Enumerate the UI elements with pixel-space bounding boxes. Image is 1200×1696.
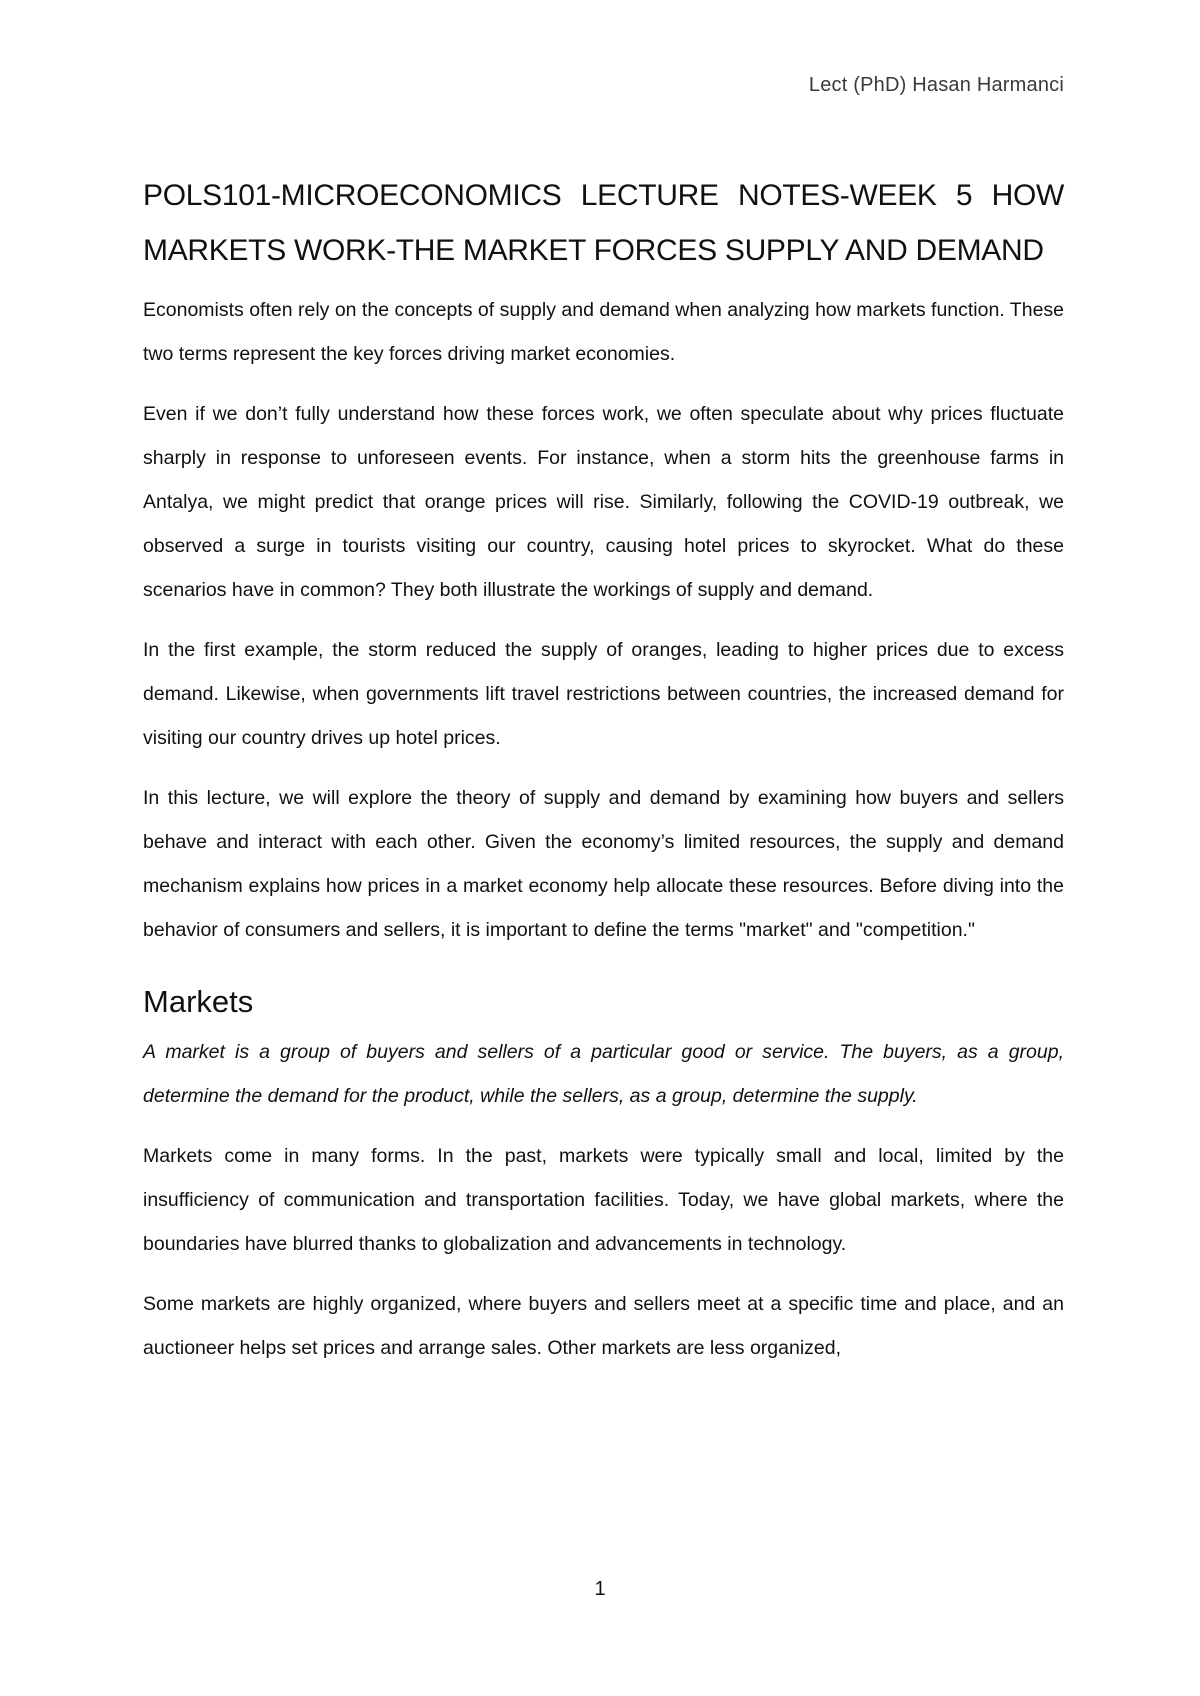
page-number: 1 xyxy=(594,1578,606,1600)
paragraph-intro-2: Even if we don’t fully understand how these forces work, we often speculate about why prices fluctuate sharply in response to unforeseen events. For instance, when a storm hits the greenhouse farms in Antalya, we might predict that orange prices will rise. Similarly, following the COVID-19 outbreak, we observed a surge in tourists visiting our country, causing hotel prices to skyrocket. What do these scenarios have in common? They both illustrate the workings of supply and demand. xyxy=(143,403,1064,601)
paragraph-intro-1: Economists often rely on the concepts of supply and demand when analyzing how markets function. These two terms represent the key forces driving market economies. xyxy=(143,299,1065,365)
document-body xyxy=(143,168,1064,1386)
document-title: POLS101-MICROECONOMICS LECTURE NOTES-WEEK 5 HOW MARKETS WORK-THE MARKET FORCES SUPPLY AND DEMAND xyxy=(143,179,1064,267)
market-definition: A market is a group of buyers and sellers of a particular good or service. The buyers, as a group, determine the demand for the product, while the sellers, as a group, determine the supply. xyxy=(143,1041,1064,1107)
section-heading-markets: Markets xyxy=(143,984,254,1019)
paragraph-markets-1: Markets come in many forms. In the past, markets were typically small and local, limited by the insufficiency of communication and transportation facilities. Today, we have global markets, where the boundaries have blurred thanks to globalization and advancements in technology. xyxy=(143,1145,1064,1255)
paragraph-intro-3: In the first example, the storm reduced the supply of oranges, leading to higher prices due to excess demand. Likewise, when governments lift travel restrictions between countries, the increased demand for visiting our country drives up hotel prices. xyxy=(143,639,1064,749)
running-header-author: Lect (PhD) Hasan Harmanci xyxy=(808,74,1064,96)
paragraph-intro-4: In this lecture, we will explore the theory of supply and demand by examining how buyers and sellers behave and interact with each other. Given the economy’s limited resources, the supply and demand mechanism explains how prices in a market economy help allocate these resources. Before diving into the behavior of consumers and sellers, it is important to define the terms "market" and "competition." xyxy=(143,787,1064,941)
paragraph-markets-2: Some markets are highly organized, where buyers and sellers meet at a specific time and place, and an auctioneer helps set prices and arrange sales. Other markets are less organized, xyxy=(143,1293,1064,1359)
